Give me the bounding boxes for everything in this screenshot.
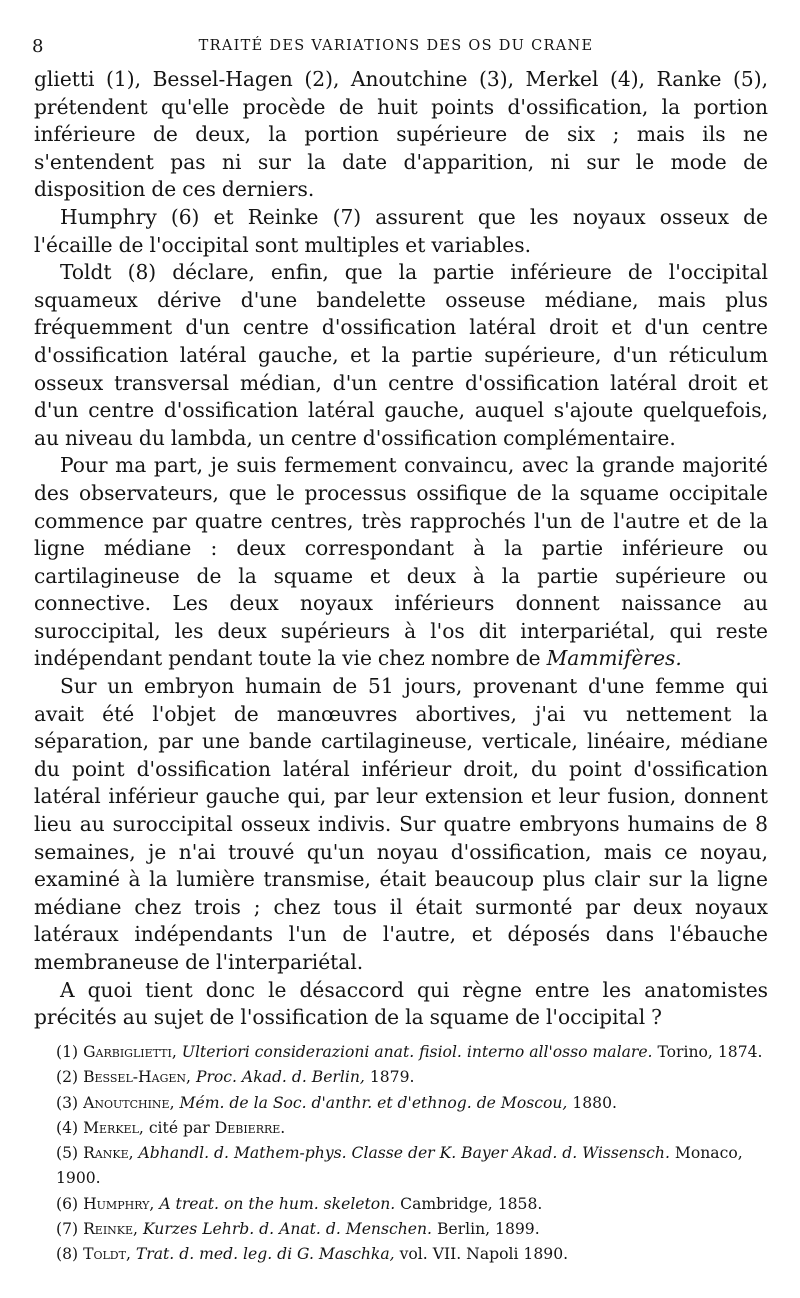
footnote-author: Garbiglietti, <box>83 1043 177 1061</box>
paragraph-5: Sur un embryon humain de 51 jours, provenant d'une femme qui avait été l'objet de manœuvres abortives, j'ai vu nettement la séparation, par une bande cartilagineuse, verticale, linéaire, médiane du point d'ossification latéral inférieur droit, du point d'ossification latéral inférieur gauche qui, par leur extension et leur fusion, donnent lieu au suroccipital osseux indivis. Sur quatre embryons humains de 8 semaines, je n'ai trouvé qu'un noyau d'ossification, mais ce noyau, examiné à la lumière transmise, était beaucoup plus clair sur la ligne médiane chez trois ; chez tous il était surmonté par deux noyaux latéraux indépendants l'un de l'autre, et déposés dans l'ébauche membraneuse de l'interpariétal. <box>34 674 768 974</box>
footnote-number: (1) <box>56 1043 79 1061</box>
footnote-rest: vol. VII. Napoli 1890. <box>399 1245 569 1264</box>
footnote-number: (5) <box>56 1144 79 1163</box>
footnote-1 <box>34 1040 768 1065</box>
footnote-title: Kurzes Lehrb. d. Anat. d. Menschen. <box>142 1220 432 1239</box>
footnote-title: A treat. on the hum. skeleton. <box>159 1194 396 1213</box>
footnote-rest: Torino, 1874. <box>657 1043 763 1061</box>
footnote-author: Anoutchine, <box>83 1093 175 1112</box>
footnote-number: (2) <box>56 1068 79 1087</box>
footnote-title: Proc. Akad. d. Berlin, <box>195 1068 365 1087</box>
body-text <box>34 66 768 1032</box>
footnote-4 <box>34 1116 768 1141</box>
footnote-title: Ulteriori considerazioni anat. fisiol. interno all'osso malare. <box>181 1043 653 1061</box>
footnote-rest: Berlin, 1899. <box>436 1220 540 1239</box>
footnote-author: Humphry, <box>83 1194 155 1213</box>
footnote-cited-author: Debierre. <box>214 1118 286 1137</box>
paragraph-6: A quoi tient donc le désaccord qui règne entre les anatomistes précités au sujet de l'ossification de la squame de l'occipital ? <box>34 977 768 1030</box>
footnotes <box>34 1040 768 1268</box>
footnote-8 <box>34 1242 768 1267</box>
paragraph-4 <box>34 452 768 673</box>
footnote-rest: 1880. <box>572 1093 617 1112</box>
footnote-author: Ranke, <box>83 1144 134 1163</box>
paragraph-1: glietti (1), Bessel-Hagen (2), Anoutchine (3), Merkel (4), Ranke (5), prétendent qu'elle procède de huit points d'ossification, la portion inférieure de deux, la portion supérieure de six ; mais ils ne s'entendent pas ni sur la date d'apparition, ni sur le mode de disposition de ces derniers. <box>34 67 768 202</box>
footnote-rest: cité par <box>148 1118 210 1137</box>
footnote-rest: Cambridge, 1858. <box>400 1194 543 1213</box>
footnote-title: Trat. d. med. leg. di G. Maschka, <box>135 1245 395 1264</box>
footnote-6 <box>34 1192 768 1217</box>
footnote-number: (8) <box>56 1245 79 1264</box>
footnote-author: Merkel, <box>83 1118 144 1137</box>
footnote-3 <box>34 1091 768 1116</box>
paragraph-3: Toldt (8) déclare, enfin, que la partie inférieure de l'occipital squameux dérive d'une bandelette osseuse médiane, mais plus fréquemment d'un centre d'ossification latéral droit et d'un centre d'ossification latéral gauche, et la partie supérieure, d'un réticulum osseux transversal médian, d'un centre d'ossification latéral droit et d'un centre d'ossification latéral gauche, auquel s'ajoute quelquefois, au niveau du lambda, un centre d'ossification complémentaire. <box>34 260 768 450</box>
paragraph-2: Humphry (6) et Reinke (7) assurent que les noyaux osseux de l'écaille de l'occipital sont multiples et variables. <box>34 204 768 257</box>
running-title: TRAITÉ DES VARIATIONS DES OS DU CRANE <box>198 38 594 54</box>
page-header <box>32 36 760 60</box>
footnote-number: (7) <box>56 1220 79 1239</box>
footnote-author: Bessel-Hagen, <box>83 1068 191 1087</box>
footnote-title: Abhandl. d. Mathem-phys. Classe der K. Bayer Akad. d. Wissensch. <box>138 1144 670 1163</box>
footnote-title: Mém. de la Soc. d'anthr. et d'ethnog. de Moscou, <box>179 1093 568 1112</box>
footnote-number: (6) <box>56 1194 79 1213</box>
footnote-2 <box>34 1065 768 1090</box>
footnote-author: Reinke, <box>83 1220 139 1239</box>
paragraph-4-text: Pour ma part, je suis fermement convaincu, avec la grande majorité des observateurs, que le processus ossifique de la squame occipitale commence par quatre centres, très rapprochés l'un de l'autre et de la ligne médiane : deux correspondant à la partie inférieure ou cartilagineuse de la squame et deux à la partie supérieure ou connective. Les deux noyaux inférieurs donnent naissance au suroccipital, les deux supérieurs à l'os dit interpariétal, qui reste indépendant pendant toute la vie chez nombre de <box>34 453 768 671</box>
footnote-number: (3) <box>56 1093 79 1112</box>
footnote-5 <box>34 1141 768 1192</box>
page-number: 8 <box>32 36 44 57</box>
footnote-rest: 1879. <box>369 1068 415 1087</box>
footnote-author: Toldt, <box>83 1245 131 1264</box>
footnote-number: (4) <box>56 1118 79 1137</box>
footnote-rest: Monaco, 1900. <box>56 1144 743 1188</box>
footnote-7 <box>34 1217 768 1242</box>
paragraph-4-italic: Mammifères. <box>546 646 682 671</box>
